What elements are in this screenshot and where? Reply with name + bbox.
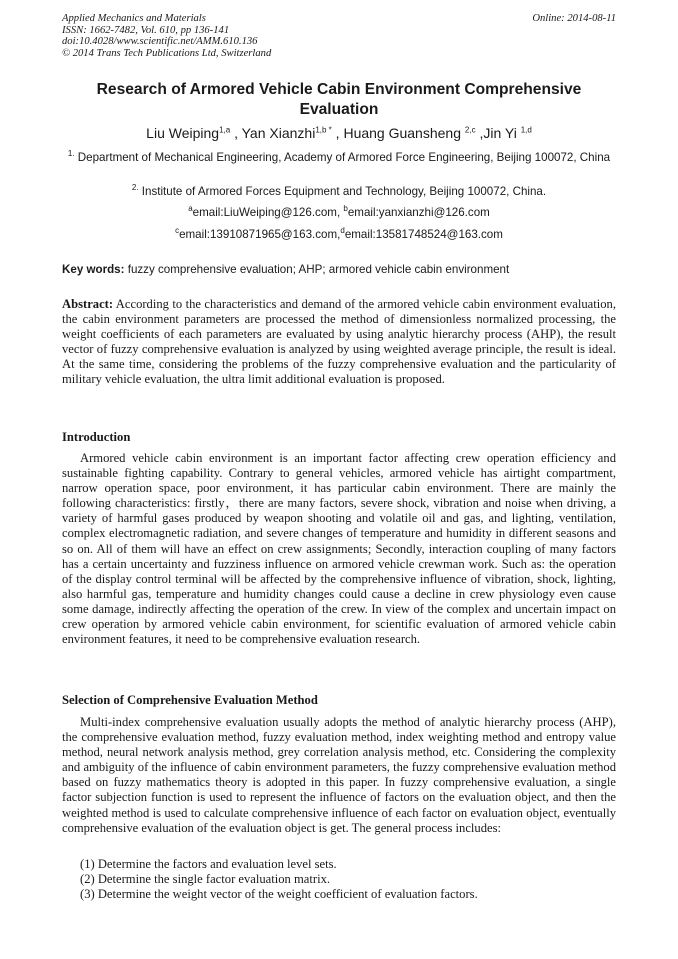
author-name: Liu Weiping xyxy=(146,125,220,141)
affiliation-number: 1. xyxy=(67,149,75,159)
email-address: email:yanxianzhi@126.com xyxy=(347,206,490,219)
author-name: Huang Guansheng xyxy=(343,125,465,141)
affiliation-text: Department of Mechanical Engineering, Academy of Armored Force Engineering, Beijing 100072, China xyxy=(74,151,611,164)
journal-issn: ISSN: 1662-7482, Vol. 610, pp 136-141 xyxy=(62,24,230,36)
email-mark: a xyxy=(188,204,193,214)
email-line-2 xyxy=(62,227,616,243)
author-affiliation-mark: 2,c xyxy=(464,125,476,135)
keywords-text: fuzzy comprehensive evaluation; AHP; armored vehicle cabin environment xyxy=(124,263,510,276)
paper-title: Research of Armored Vehicle Cabin Environment Comprehensive Evaluation xyxy=(96,81,582,118)
journal-doi: doi:10.4028/www.scientific.net/AMM.610.136 xyxy=(62,36,258,48)
author-affiliation-mark: 1,a xyxy=(219,125,231,135)
affiliation-text: Institute of Armored Forces Equipment and Technology, Beijing 100072, China. xyxy=(138,185,547,198)
list-item: (2) Determine the single factor evaluation matrix. xyxy=(80,872,331,887)
affiliation-1 xyxy=(62,150,616,166)
process-step-list xyxy=(80,857,616,902)
journal-copyright: © 2014 Trans Tech Publications Ltd, Switzerland xyxy=(62,47,272,59)
abstract-text: According to the characteristics and demand of the armored vehicle cabin environment evaluation, the cabin environment parameters are processed the method of dimensionless normalized processing, the weight coefficients of each parameters are evaluated by using analytic hierarchy process (AHP), the result vector of fuzzy comprehensive evaluation is analyzed by using weighted average principle, the result is ideal. At the same time, considering the problems of the fuzzy comprehensive evaluation and the particularity of military vehicle evaluation, the ultra limit additional evaluation is proposed. xyxy=(62,297,616,387)
author-separator: , xyxy=(475,125,484,141)
author-affiliation-mark: 1,d xyxy=(520,125,532,135)
list-item: (1) Determine the factors and evaluation level sets. xyxy=(80,857,337,871)
email-mark: d xyxy=(340,226,345,236)
email-line-1 xyxy=(62,205,616,221)
email-address: email:13581748524@163.com xyxy=(344,228,503,241)
email-address: email:LiuWeiping@126.com, xyxy=(192,206,344,219)
author-separator: , xyxy=(331,125,344,141)
abstract xyxy=(62,297,616,388)
abstract-label: Abstract: xyxy=(62,297,114,311)
author-name: Jin Yi xyxy=(483,125,521,141)
list-item: (3) Determine the weight vector of the weight coefficient of evaluation factors. xyxy=(80,887,478,902)
keywords-label: Key words: xyxy=(62,263,125,276)
email-mark: b xyxy=(343,204,348,214)
introduction-body: Armored vehicle cabin environment is an important factor affecting crew operation efficiency and sustainable fighting capability. Contrary to general vehicles, armored vehicle has airtight compartment, narrow operation space, poor environment, it has particular cabin environment. There are mainly the following characteristics: firstly，there are many factors, severe shock, vibration and noise when driving, a variety of harmful gases produced by weapon shooting and volatile oil and gas, and lighting, ventilation, complex electromagnetic radiation, and severe changes of temperature and humidity in different seasons and so on. All of them will have an effect on crew assignments; Secondly, interaction coupling of many factors has a certain uncertainty and fuzziness influence on armored vehicle crewman work. Such as: the operation of the display control terminal will be affected by the comprehensive influence of vibration, shock, lighting, also harmful gas, temperature and humidity changes could cause a decline in crew physiology even cause some damage, indirectly affecting the operation of the crew. In view of the complex and uncertain impact on crew operation by armored vehicle cabin environment, for scientific evaluation of armored vehicle cabin environment features, it need to be comprehensive evaluation research. xyxy=(62,451,616,647)
email-address: email:13910871965@163.com, xyxy=(179,228,341,241)
email-mark: c xyxy=(175,226,180,236)
author-separator: , xyxy=(230,125,242,141)
selection-body: Multi-index comprehensive evaluation usually adopts the method of analytic hierarchy process (AHP), the comprehensive evaluation method, fuzzy evaluation method, index weighting method and entropy value method, neural network analysis method, grey correlation analysis method, etc. Considering the complexity and ambiguity of the influence of cabin environment parameters, the fuzzy comprehensive evaluation method based on fuzzy mathematics theory is adopted in this paper. In fuzzy comprehensive evaluation, a single factor subjection function is used to represent the influence of factors on the evaluation object, and then the weighted method is used to calculate comprehensive influence of each factor on evaluation object, eventually comprehensive evaluation of the evaluation object is get. The general process includes: xyxy=(62,715,616,835)
affiliation-number: 2. xyxy=(131,183,139,193)
author-affiliation-mark: 1,b * xyxy=(315,125,332,135)
online-date: Online: 2014-08-11 xyxy=(532,13,616,24)
introduction-heading: Introduction xyxy=(62,430,131,444)
journal-header xyxy=(62,13,616,59)
keywords xyxy=(62,262,616,277)
author-list xyxy=(62,124,616,142)
affiliation-2 xyxy=(62,184,616,200)
selection-heading: Selection of Comprehensive Evaluation Method xyxy=(62,693,318,707)
journal-name: Applied Mechanics and Materials xyxy=(62,13,206,24)
author-name: Yan Xianzhi xyxy=(241,125,316,141)
